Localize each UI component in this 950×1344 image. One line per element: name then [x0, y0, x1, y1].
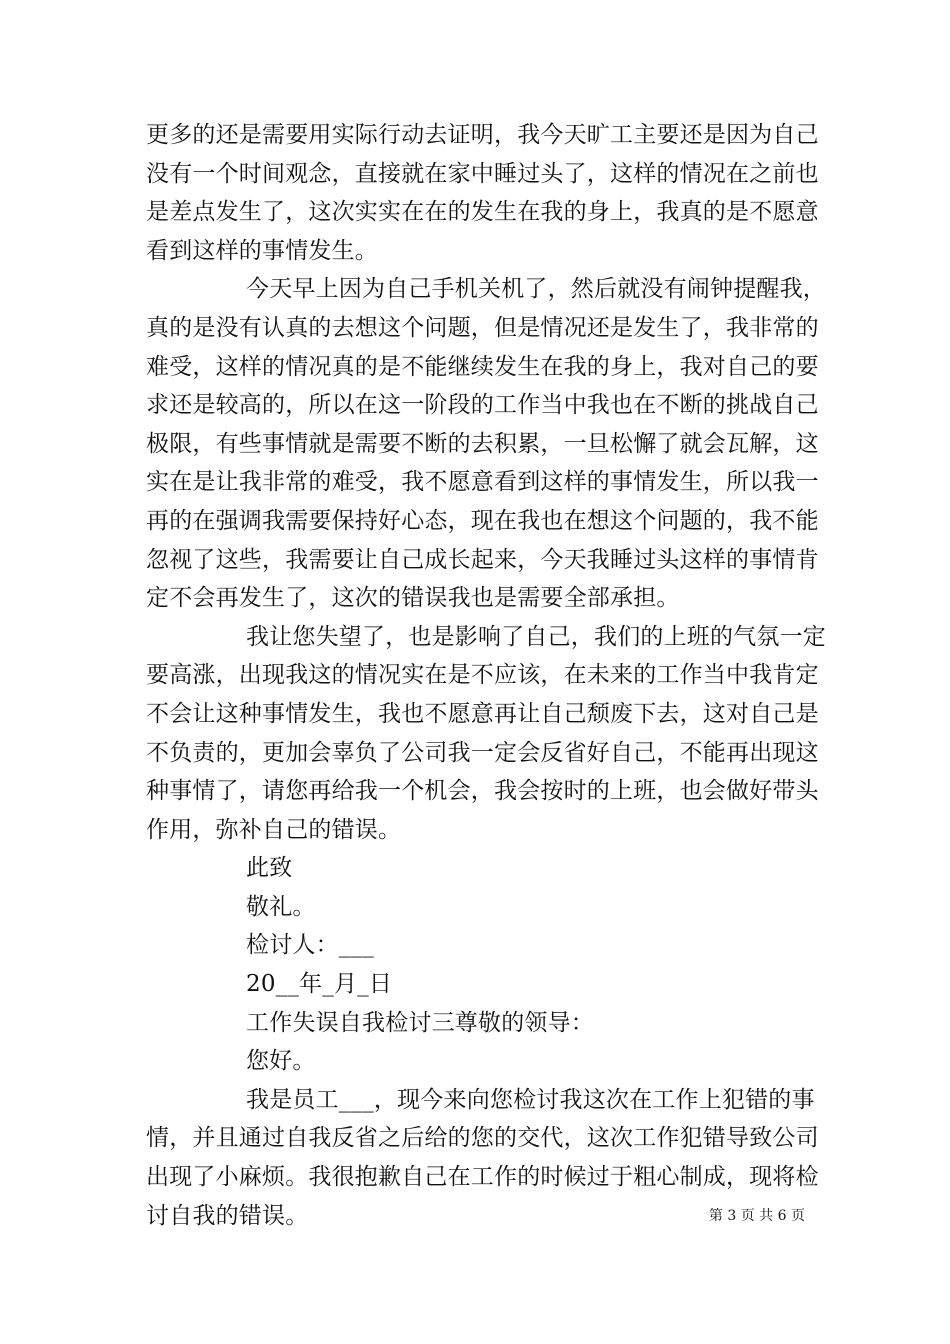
text-line: 情，并且通过自我反省之后给的您的交代，这次工作犯错导致公司 — [146, 1125, 819, 1152]
closing-salutation: 此致 — [246, 855, 293, 882]
signature-line: 检讨人：___ — [246, 932, 374, 959]
text-line: 作用，弥补自己的错误。 — [146, 816, 402, 843]
text-line: 出现了小麻烦。我很抱歉自己在工作的时候过于粗心制成，现将检 — [146, 1164, 819, 1191]
paragraph-2 — [146, 270, 826, 617]
date-line: 20__年_月_日 — [246, 971, 393, 998]
text-line: 要高涨，出现我这的情况实在是不应该，在未来的工作当中我肯定 — [146, 662, 819, 689]
text-line: 今天早上因为自己手机关机了，然后就没有闹钟提醒我， — [246, 276, 826, 303]
text-line: 更多的还是需要用实际行动去证明，我今天旷工主要还是因为自己 — [146, 122, 819, 148]
text-line: 看到这样的事情发生。 — [146, 237, 378, 264]
text-line: 极限，有些事情就是需要不断的去积累，一旦松懈了就会瓦解，这 — [146, 430, 819, 457]
text-line: 不会让这种事情发生，我也不愿意再让自己颓废下去，这对自己是 — [146, 700, 819, 727]
text-line: 难受，这样的情况真的是不能继续发生在我的身上，我对自己的要 — [146, 353, 819, 380]
text-line: 种事情了，请您再给我一个机会，我会按时的上班，也会做好带头 — [146, 778, 819, 805]
section-heading: 工作失误自我检讨三尊敬的领导： — [246, 1009, 594, 1036]
text-line: 再的在强调我需要保持好心态，现在我也在想这个问题的，我不能 — [146, 507, 819, 534]
text-line: 讨自我的错误。 — [146, 1202, 309, 1229]
text-line: 忽视了这些，我需要让自己成长起来，今天我睡过头这样的事情肯 — [146, 546, 819, 573]
paragraph-3 — [146, 618, 826, 850]
text-line: 实在是让我非常的难受，我不愿意看到这样的事情发生，所以我一 — [146, 469, 819, 496]
greeting: 您好。 — [246, 1048, 316, 1075]
page-footer: 第 3 页 共 6 页 — [708, 1208, 805, 1224]
document-body — [146, 116, 826, 1235]
text-line: 我是员工___，现今来向您检讨我这次在工作上犯错的事 — [246, 1086, 815, 1113]
text-line: 定不会再发生了，这次的错误我也是需要全部承担。 — [146, 585, 680, 612]
text-line: 求还是较高的，所以在这一阶段的工作当中我也在不断的挑战自己 — [146, 392, 819, 419]
text-line: 是差点发生了，这次实实在在的发生在我的身上，我真的是不愿意 — [146, 199, 819, 226]
text-line: 没有一个时间观念，直接就在家中睡过头了，这样的情况在之前也 — [146, 160, 819, 187]
closing-regards: 敬礼。 — [246, 893, 316, 920]
text-line: 不负责的，更加会辜负了公司我一定会反省好自己，不能再出现这 — [146, 739, 819, 766]
paragraph-1 — [146, 116, 819, 270]
text-line: 我让您失望了，也是影响了自己，我们的上班的气氛一定 — [246, 623, 826, 650]
text-line: 真的是没有认真的去想这个问题，但是情况还是发生了，我非常的 — [146, 314, 819, 341]
